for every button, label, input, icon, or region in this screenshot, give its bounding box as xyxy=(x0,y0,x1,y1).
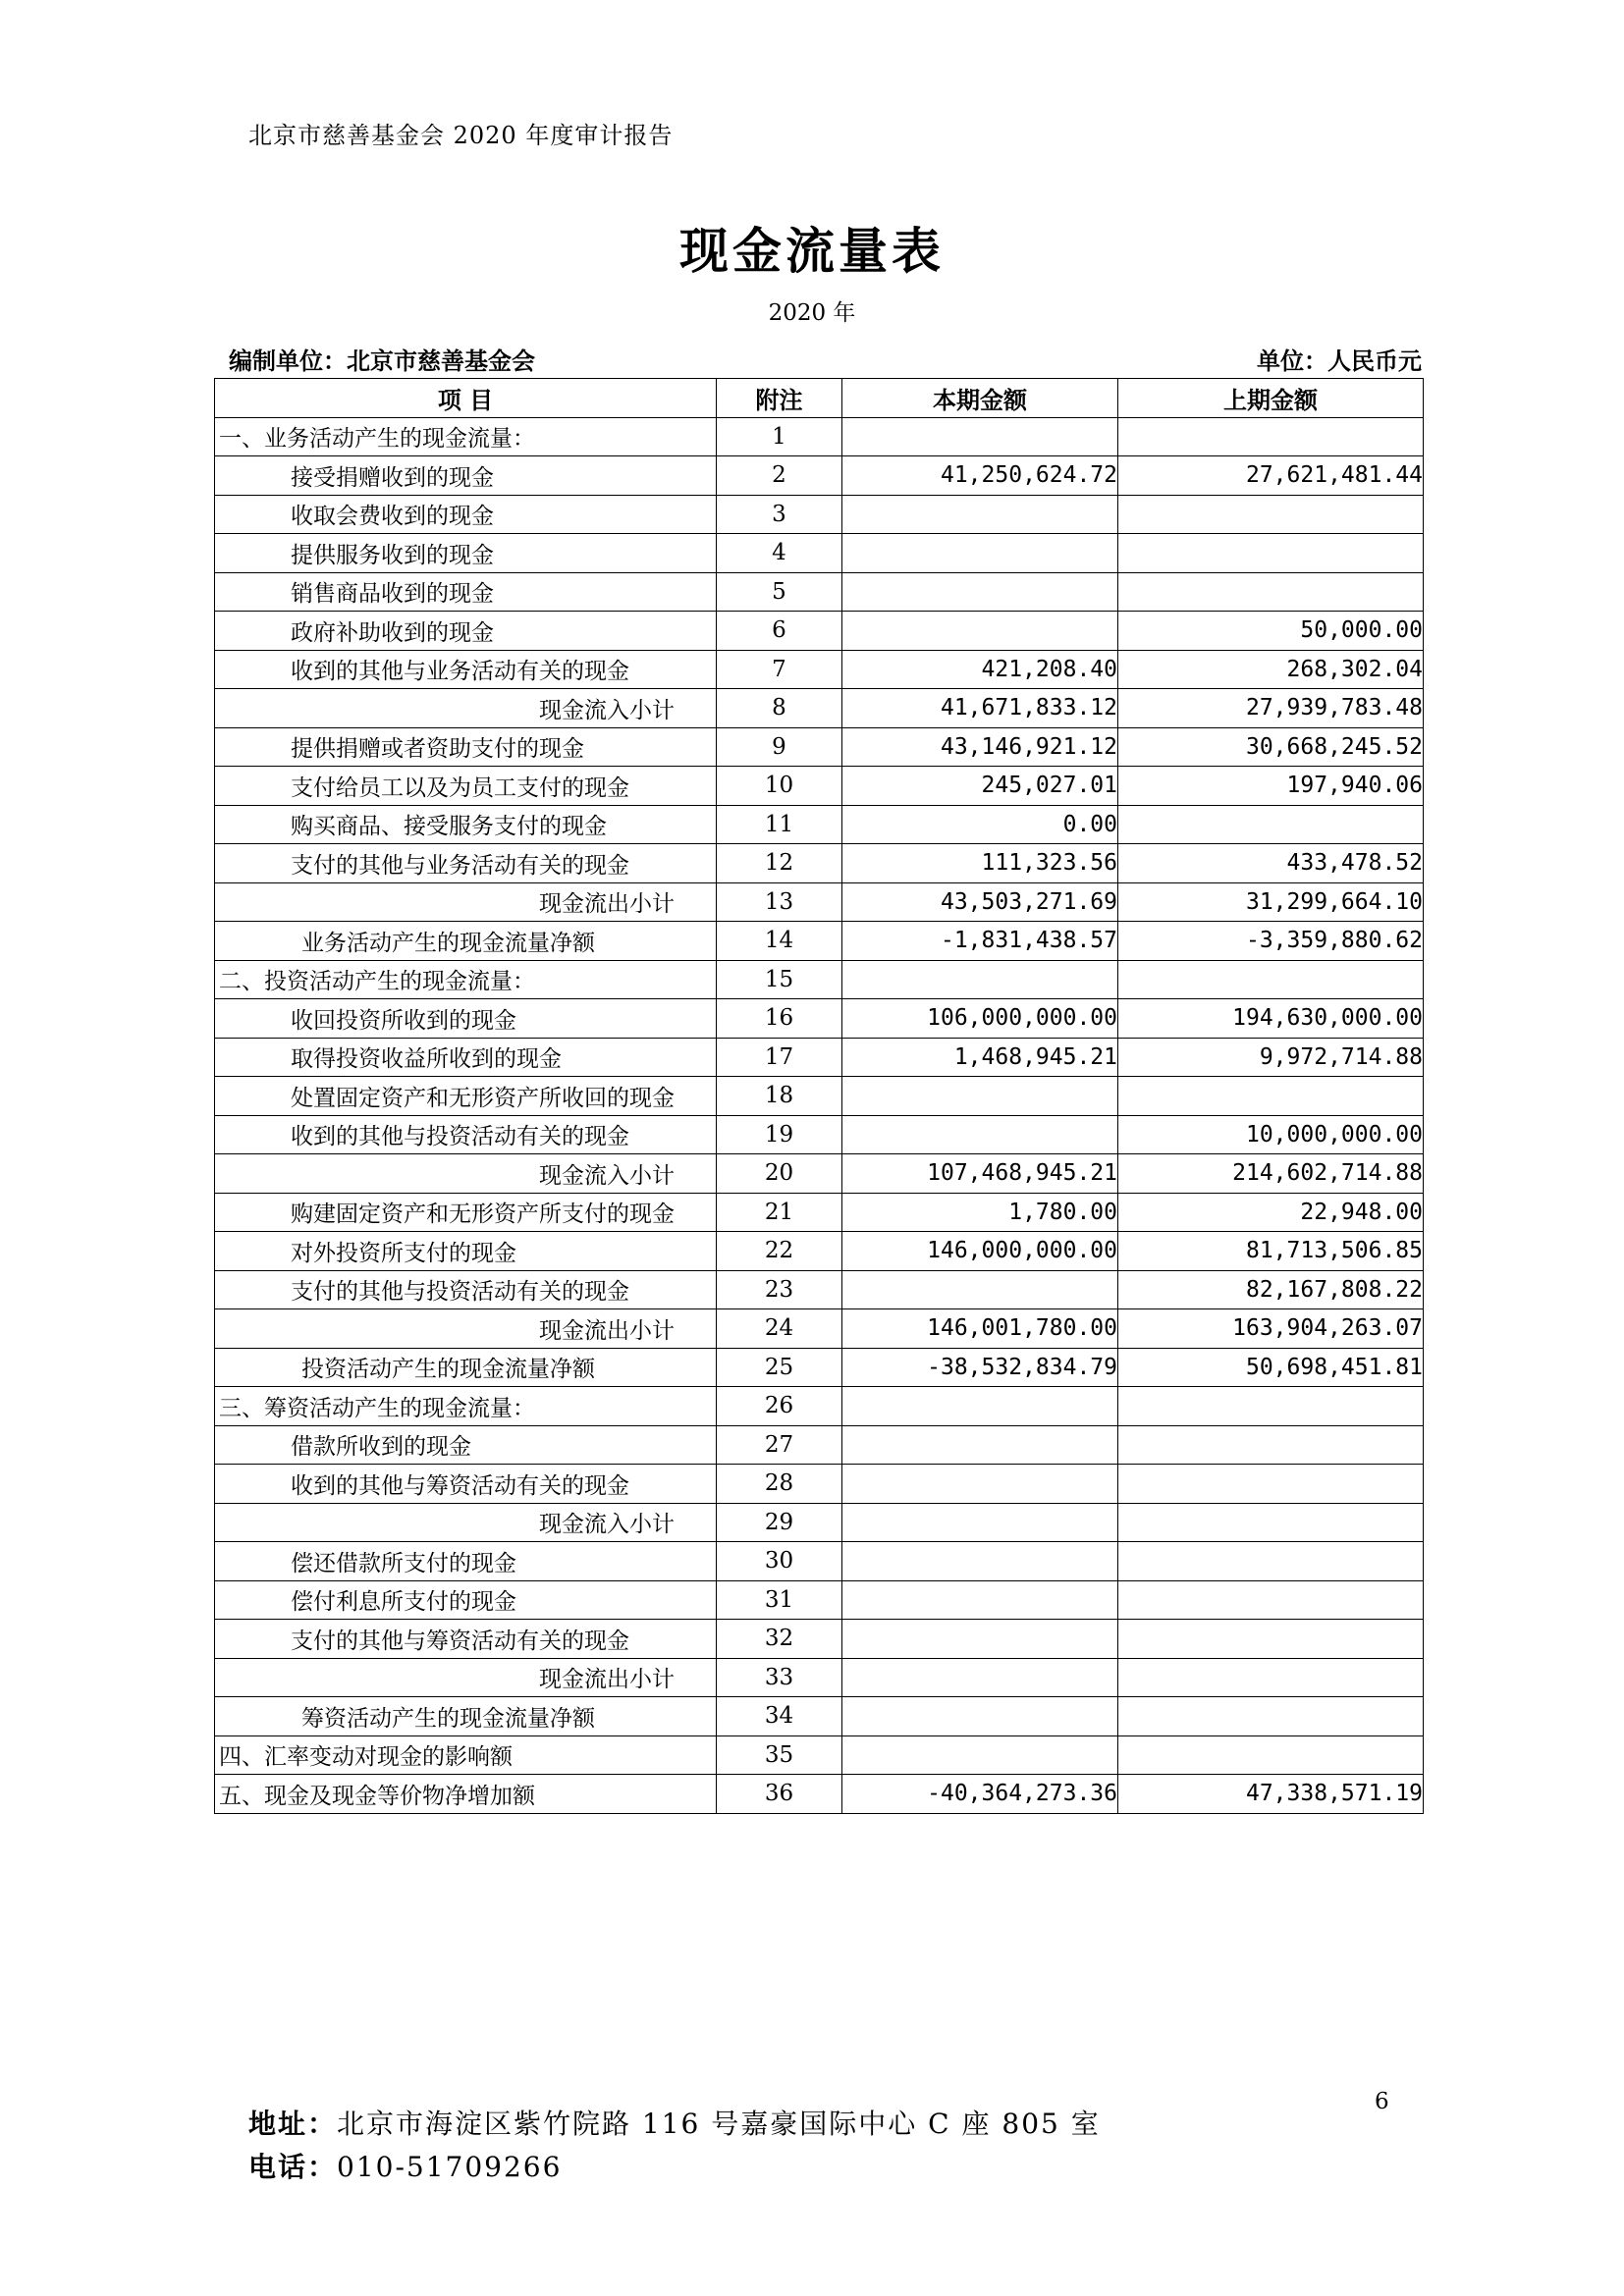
row-current-amount: 43,503,271.69 xyxy=(842,882,1118,922)
table-row xyxy=(215,650,1424,689)
row-previous-amount: -3,359,880.62 xyxy=(1118,922,1424,961)
row-note: 33 xyxy=(717,1658,842,1697)
table-row xyxy=(215,1542,1424,1581)
footer-address xyxy=(248,2103,1101,2142)
currency-unit: 单位：人民币元 xyxy=(1257,347,1422,375)
table-row xyxy=(215,417,1424,456)
row-current-amount: 1,468,945.21 xyxy=(842,1038,1118,1077)
table-row xyxy=(215,1465,1424,1504)
table-row xyxy=(215,1270,1424,1309)
row-current-amount: 41,671,833.12 xyxy=(842,689,1118,728)
row-note: 21 xyxy=(717,1193,842,1232)
row-item: 支付给员工以及为员工支付的现金 xyxy=(215,767,717,806)
table-row xyxy=(215,1658,1424,1697)
page-number: 6 xyxy=(1375,2089,1389,2114)
row-previous-amount: 433,478.52 xyxy=(1118,844,1424,883)
preparer-unit: 编制单位：北京市慈善基金会 xyxy=(229,347,535,375)
table-row xyxy=(215,1697,1424,1736)
row-current-amount: 0.00 xyxy=(842,805,1118,844)
page-title: 现金流量表 xyxy=(679,222,945,280)
row-item: 四、汇率变动对现金的影响额 xyxy=(215,1735,717,1775)
row-item: 收到的其他与投资活动有关的现金 xyxy=(215,1115,717,1154)
address-label: 地址： xyxy=(248,2108,338,2140)
row-previous-amount xyxy=(1118,534,1424,573)
table-row xyxy=(215,1077,1424,1116)
row-note: 2 xyxy=(717,456,842,496)
row-previous-amount xyxy=(1118,1658,1424,1697)
row-item: 投资活动产生的现金流量净额 xyxy=(215,1348,717,1387)
row-item: 支付的其他与投资活动有关的现金 xyxy=(215,1270,717,1309)
row-note: 5 xyxy=(717,572,842,612)
row-item: 提供捐赠或者资助支付的现金 xyxy=(215,727,717,767)
table-row xyxy=(215,689,1424,728)
row-previous-amount: 163,904,263.07 xyxy=(1118,1309,1424,1349)
row-current-amount: 146,000,000.00 xyxy=(842,1232,1118,1271)
header-previous-amount: 上期金额 xyxy=(1118,379,1424,418)
row-note: 23 xyxy=(717,1270,842,1309)
row-current-amount xyxy=(842,960,1118,999)
row-current-amount xyxy=(842,1270,1118,1309)
row-note: 3 xyxy=(717,495,842,534)
row-item: 业务活动产生的现金流量净额 xyxy=(215,922,717,961)
row-note: 14 xyxy=(717,922,842,961)
table-row xyxy=(215,1154,1424,1194)
row-note: 20 xyxy=(717,1154,842,1194)
row-previous-amount xyxy=(1118,1580,1424,1620)
table-row xyxy=(215,1387,1424,1426)
row-note: 32 xyxy=(717,1620,842,1659)
table-row xyxy=(215,1232,1424,1271)
row-previous-amount xyxy=(1118,1542,1424,1581)
row-note: 19 xyxy=(717,1115,842,1154)
table-row xyxy=(215,1425,1424,1465)
row-item: 一、业务活动产生的现金流量： xyxy=(215,417,717,456)
row-note: 9 xyxy=(717,727,842,767)
row-current-amount xyxy=(842,1542,1118,1581)
table-row xyxy=(215,727,1424,767)
row-previous-amount: 268,302.04 xyxy=(1118,650,1424,689)
row-item: 处置固定资产和无形资产所收回的现金 xyxy=(215,1077,717,1116)
row-item: 购买商品、接受服务支付的现金 xyxy=(215,805,717,844)
table-row xyxy=(215,882,1424,922)
row-item: 现金流出小计 xyxy=(215,1658,717,1697)
address-value: 北京市海淀区紫竹院路 116 号嘉豪国际中心 C 座 805 室 xyxy=(337,2108,1101,2140)
row-item: 提供服务收到的现金 xyxy=(215,534,717,573)
row-current-amount xyxy=(842,1697,1118,1736)
row-current-amount xyxy=(842,1658,1118,1697)
row-note: 18 xyxy=(717,1077,842,1116)
row-note: 8 xyxy=(717,689,842,728)
row-previous-amount xyxy=(1118,1620,1424,1659)
row-item: 现金流入小计 xyxy=(215,1503,717,1542)
header-current-amount: 本期金额 xyxy=(842,379,1118,418)
row-previous-amount xyxy=(1118,1387,1424,1426)
row-current-amount xyxy=(842,1580,1118,1620)
row-current-amount xyxy=(842,1077,1118,1116)
table-row xyxy=(215,1115,1424,1154)
table-row xyxy=(215,612,1424,651)
row-note: 26 xyxy=(717,1387,842,1426)
table-row xyxy=(215,572,1424,612)
row-note: 10 xyxy=(717,767,842,806)
row-item: 接受捐赠收到的现金 xyxy=(215,456,717,496)
table-row xyxy=(215,1309,1424,1349)
row-previous-amount: 31,299,664.10 xyxy=(1118,882,1424,922)
row-item: 政府补助收到的现金 xyxy=(215,612,717,651)
row-current-amount: -40,364,273.36 xyxy=(842,1775,1118,1814)
row-previous-amount xyxy=(1118,1425,1424,1465)
row-previous-amount xyxy=(1118,1735,1424,1775)
row-current-amount xyxy=(842,1735,1118,1775)
row-item: 收到的其他与业务活动有关的现金 xyxy=(215,650,717,689)
row-current-amount xyxy=(842,1387,1118,1426)
row-current-amount xyxy=(842,495,1118,534)
header-note: 附注 xyxy=(717,379,842,418)
row-previous-amount: 47,338,571.19 xyxy=(1118,1775,1424,1814)
table-body xyxy=(215,417,1424,1813)
row-item: 销售商品收到的现金 xyxy=(215,572,717,612)
row-item: 购建固定资产和无形资产所支付的现金 xyxy=(215,1193,717,1232)
phone-value: 010-51709266 xyxy=(337,2151,563,2183)
row-note: 6 xyxy=(717,612,842,651)
row-item: 支付的其他与业务活动有关的现金 xyxy=(215,844,717,883)
row-item: 借款所收到的现金 xyxy=(215,1425,717,1465)
table-row xyxy=(215,1348,1424,1387)
table-row xyxy=(215,922,1424,961)
row-previous-amount xyxy=(1118,1077,1424,1116)
row-item: 支付的其他与筹资活动有关的现金 xyxy=(215,1620,717,1659)
row-current-amount xyxy=(842,572,1118,612)
row-previous-amount: 81,713,506.85 xyxy=(1118,1232,1424,1271)
row-item: 取得投资收益所收到的现金 xyxy=(215,1038,717,1077)
row-current-amount: -38,532,834.79 xyxy=(842,1348,1118,1387)
table-header-row xyxy=(215,379,1424,418)
header-item: 项 目 xyxy=(215,379,717,418)
row-item: 现金流出小计 xyxy=(215,882,717,922)
row-previous-amount: 82,167,808.22 xyxy=(1118,1270,1424,1309)
row-item: 现金流入小计 xyxy=(215,689,717,728)
table-row xyxy=(215,767,1424,806)
row-note: 34 xyxy=(717,1697,842,1736)
row-current-amount: 43,146,921.12 xyxy=(842,727,1118,767)
row-note: 24 xyxy=(717,1309,842,1349)
table-row xyxy=(215,534,1424,573)
row-current-amount xyxy=(842,1620,1118,1659)
row-current-amount: 421,208.40 xyxy=(842,650,1118,689)
footer-phone xyxy=(248,2146,562,2185)
row-note: 12 xyxy=(717,844,842,883)
row-item: 收取会费收到的现金 xyxy=(215,495,717,534)
row-current-amount: 111,323.56 xyxy=(842,844,1118,883)
table-row xyxy=(215,1038,1424,1077)
row-item: 偿付利息所支付的现金 xyxy=(215,1580,717,1620)
row-current-amount: 146,001,780.00 xyxy=(842,1309,1118,1349)
report-year: 2020 年 xyxy=(768,300,856,326)
row-previous-amount xyxy=(1118,1465,1424,1504)
row-previous-amount: 10,000,000.00 xyxy=(1118,1115,1424,1154)
row-note: 35 xyxy=(717,1735,842,1775)
row-current-amount: 245,027.01 xyxy=(842,767,1118,806)
table-row xyxy=(215,456,1424,496)
row-previous-amount xyxy=(1118,960,1424,999)
row-note: 29 xyxy=(717,1503,842,1542)
table-row xyxy=(215,805,1424,844)
row-note: 31 xyxy=(717,1580,842,1620)
row-note: 7 xyxy=(717,650,842,689)
row-current-amount: 41,250,624.72 xyxy=(842,456,1118,496)
row-note: 17 xyxy=(717,1038,842,1077)
phone-label: 电话： xyxy=(248,2151,338,2183)
row-item: 现金流入小计 xyxy=(215,1154,717,1194)
row-previous-amount xyxy=(1118,417,1424,456)
row-previous-amount: 214,602,714.88 xyxy=(1118,1154,1424,1194)
row-note: 16 xyxy=(717,999,842,1039)
row-note: 30 xyxy=(717,1542,842,1581)
row-item: 偿还借款所支付的现金 xyxy=(215,1542,717,1581)
row-note: 28 xyxy=(717,1465,842,1504)
row-item: 二、投资活动产生的现金流量： xyxy=(215,960,717,999)
row-previous-amount xyxy=(1118,572,1424,612)
row-item: 现金流出小计 xyxy=(215,1309,717,1349)
row-note: 4 xyxy=(717,534,842,573)
cash-flow-table xyxy=(214,378,1424,1814)
row-item: 收到的其他与筹资活动有关的现金 xyxy=(215,1465,717,1504)
row-previous-amount: 27,621,481.44 xyxy=(1118,456,1424,496)
row-item: 对外投资所支付的现金 xyxy=(215,1232,717,1271)
row-current-amount xyxy=(842,1465,1118,1504)
row-note: 1 xyxy=(717,417,842,456)
table-row xyxy=(215,1620,1424,1659)
row-previous-amount: 22,948.00 xyxy=(1118,1193,1424,1232)
row-current-amount xyxy=(842,1115,1118,1154)
row-current-amount: -1,831,438.57 xyxy=(842,922,1118,961)
row-current-amount xyxy=(842,1425,1118,1465)
table-row xyxy=(215,1193,1424,1232)
row-current-amount xyxy=(842,1503,1118,1542)
table-row xyxy=(215,1580,1424,1620)
table-row xyxy=(215,999,1424,1039)
row-note: 25 xyxy=(717,1348,842,1387)
row-current-amount xyxy=(842,612,1118,651)
row-item: 五、现金及现金等价物净增加额 xyxy=(215,1775,717,1814)
row-previous-amount: 27,939,783.48 xyxy=(1118,689,1424,728)
row-previous-amount: 9,972,714.88 xyxy=(1118,1038,1424,1077)
row-current-amount: 1,780.00 xyxy=(842,1193,1118,1232)
row-current-amount: 106,000,000.00 xyxy=(842,999,1118,1039)
row-current-amount xyxy=(842,417,1118,456)
row-previous-amount: 194,630,000.00 xyxy=(1118,999,1424,1039)
row-current-amount xyxy=(842,534,1118,573)
row-previous-amount xyxy=(1118,1503,1424,1542)
row-previous-amount xyxy=(1118,805,1424,844)
table-row xyxy=(215,1775,1424,1814)
row-note: 15 xyxy=(717,960,842,999)
row-note: 13 xyxy=(717,882,842,922)
table-row xyxy=(215,844,1424,883)
row-previous-amount: 50,000.00 xyxy=(1118,612,1424,651)
row-item: 筹资活动产生的现金流量净额 xyxy=(215,1697,717,1736)
table-row xyxy=(215,1503,1424,1542)
row-previous-amount: 50,698,451.81 xyxy=(1118,1348,1424,1387)
table-row xyxy=(215,495,1424,534)
row-note: 36 xyxy=(717,1775,842,1814)
row-previous-amount: 197,940.06 xyxy=(1118,767,1424,806)
row-item: 三、筹资活动产生的现金流量： xyxy=(215,1387,717,1426)
table-row xyxy=(215,960,1424,999)
report-header: 北京市慈善基金会 2020 年度审计报告 xyxy=(248,122,674,149)
row-previous-amount xyxy=(1118,495,1424,534)
table-row xyxy=(215,1735,1424,1775)
row-current-amount: 107,468,945.21 xyxy=(842,1154,1118,1194)
row-note: 11 xyxy=(717,805,842,844)
row-previous-amount xyxy=(1118,1697,1424,1736)
row-note: 27 xyxy=(717,1425,842,1465)
row-note: 22 xyxy=(717,1232,842,1271)
row-item: 收回投资所收到的现金 xyxy=(215,999,717,1039)
row-previous-amount: 30,668,245.52 xyxy=(1118,727,1424,767)
